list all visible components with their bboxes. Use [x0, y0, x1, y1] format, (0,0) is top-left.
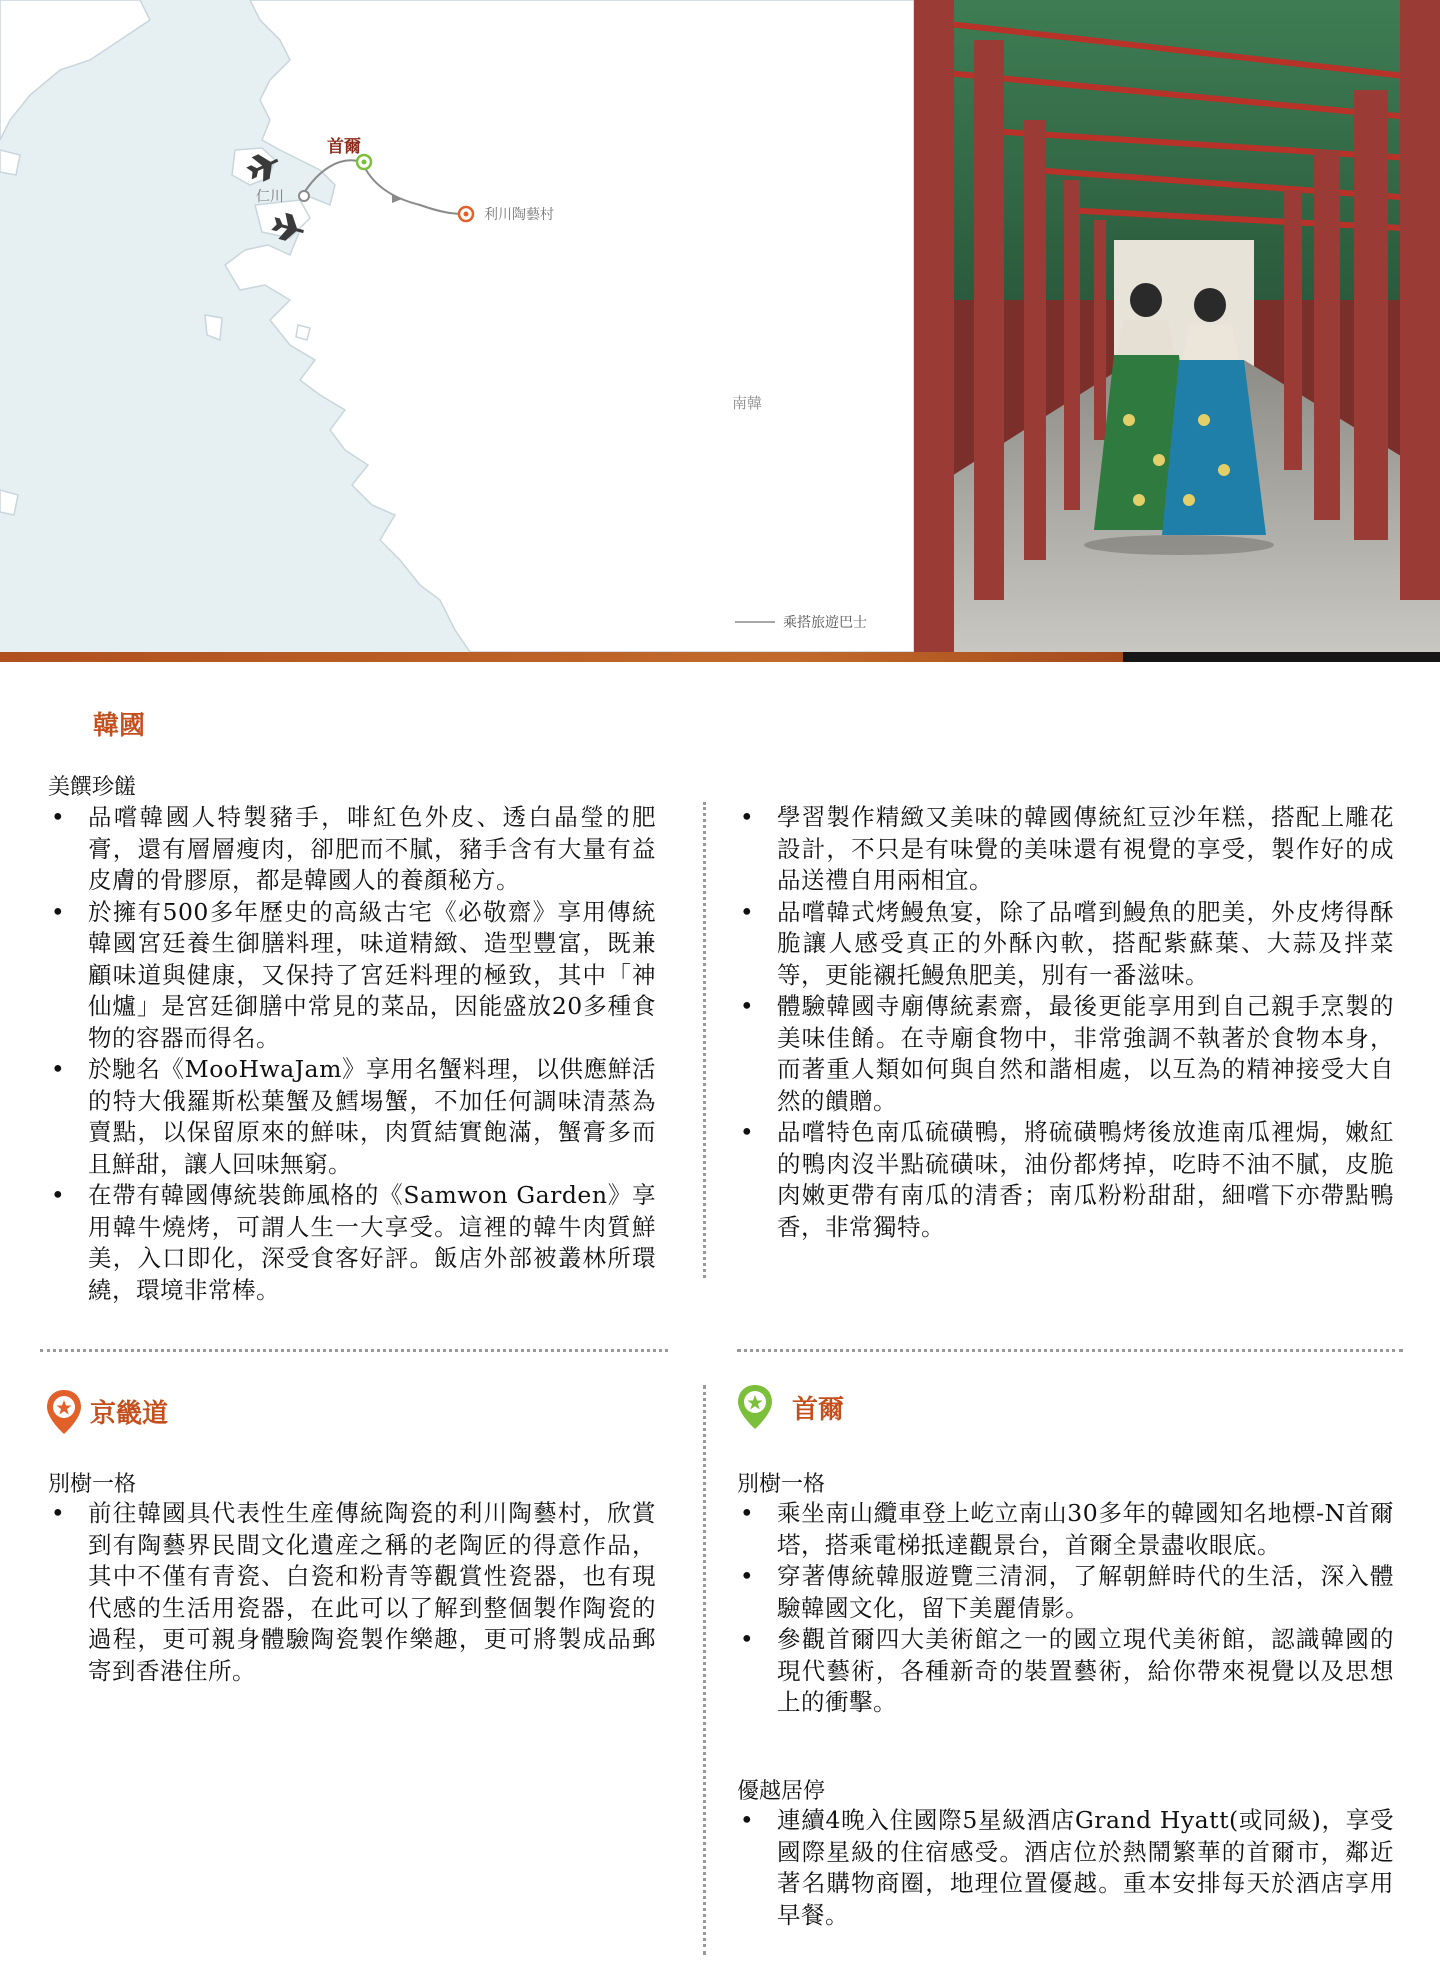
- bullet: •: [50, 1499, 66, 1527]
- icheon-pin-icon: [459, 207, 473, 221]
- korea-right-list: [737, 802, 1394, 1243]
- gyeonggi-list: [48, 1498, 656, 1687]
- section-title-korea: 韓國: [93, 711, 146, 741]
- column-divider: [703, 1385, 706, 1955]
- island-small-3: [0, 150, 20, 175]
- bullet: •: [739, 1806, 755, 1834]
- list-item: • 參觀首爾四大美術館之一的國立現代美術館，認識韓國的現代藝術，各種新奇的裝置藝術，給你帶來視覺以及思想上的衝擊。: [737, 1624, 1394, 1719]
- map-label-seoul: 首爾: [327, 137, 361, 157]
- bullet: •: [739, 897, 755, 926]
- map-label-icheon: 利川陶藝村: [484, 207, 554, 223]
- section-subtitle-stay: 優越居停: [737, 1779, 826, 1804]
- list-item: • 學習製作精緻又美味的韓國傳統紅豆沙年糕，搭配上雕花設計，不只是有味覺的美味還有視覺的享受，製作好的成品送禮自用兩相宜。: [737, 802, 1394, 897]
- korea-left-list: [48, 802, 656, 1306]
- section-divider: [737, 1349, 1403, 1352]
- peninsula-west: [0, 0, 150, 140]
- list-item: • 前往韓國具代表性生産傳統陶瓷的利川陶藝村，欣賞到有陶藝界民間文化遺産之稱的老陶匠的得意作品，其中不僅有青瓷、白瓷和粉青等觀賞性瓷器，也有現代感的生活用瓷器，在此可以了解到整個製作陶瓷的過程，更可親身體驗陶瓷製作樂趣，更可將製成品郵寄到香港住所。: [48, 1498, 656, 1687]
- list-item: • 於馳名《MooHwaJam》享用名蟹料理，以供應鮮活的特大俄羅斯松葉蟹及鱈埸蟹，不加任何調味清蒸為賣點，以保留原來的鮮味，肉質結實飽滿，蟹膏多而且鮮甜，讓人回味無窮。: [48, 1054, 656, 1180]
- map-label-incheon: 仁川: [256, 189, 284, 205]
- island-small-4: [0, 490, 18, 515]
- bullet: •: [50, 897, 66, 926]
- island-small-1: [205, 315, 222, 340]
- korea-landmass: [225, 0, 914, 652]
- bullet: •: [50, 803, 66, 831]
- list-item: • 品嚐韓式烤鰻魚宴，除了品嚐到鰻魚的肥美，外皮烤得酥脆讓人感受真正的外酥內軟，搭配紫蘇葉、大蒜及拌菜等，更能襯托鰻魚肥美，別有一番滋味。: [737, 897, 1394, 992]
- list-item: • 乘坐南山纜車登上屹立南山30多年的韓國知名地標-N首爾塔，搭乘電梯抵達觀景台，首爾全景盡收眼底。: [737, 1498, 1394, 1561]
- section-title-gyeonggi: 京畿道: [90, 1399, 169, 1429]
- map-legend-label: 乘搭旅遊巴士: [783, 615, 867, 631]
- bullet: •: [50, 1181, 66, 1209]
- bullet: •: [739, 1625, 755, 1653]
- bullet: •: [739, 803, 755, 831]
- list-item: • 品嚐韓國人特製豬手，啡紅色外皮、透白晶瑩的肥膏，還有層層瘦肉，卻肥而不膩，豬手含有大量有益皮膚的骨膠原，都是韓國人的養顏秘方。: [48, 802, 656, 897]
- bullet: •: [739, 992, 755, 1020]
- section-subtitle-korea: 美饌珍饈: [48, 775, 137, 800]
- location-pin-icon: [44, 1388, 84, 1436]
- list-item: • 體驗韓國寺廟傳統素齋，最後更能享用到自己親手烹製的美味佳餚。在寺廟食物中，非常強調不執著於食物本身，而著重人類如何與自然和諧相處，以互為的精神接受大自然的饋贈。: [737, 991, 1394, 1117]
- bullet: •: [739, 1499, 755, 1527]
- route-map: [0, 0, 914, 652]
- color-strip: [0, 652, 1440, 662]
- location-pin-icon: [735, 1383, 775, 1431]
- list-item: • 在帶有韓國傳統裝飾風格的《Samwon Garden》享用韓牛燒烤，可謂人生一大享受。這裡的韓牛肉質鮮美，入口即化，深受食客好評。飯店外部被叢林所環繞，環境非常棒。: [48, 1180, 656, 1306]
- list-item: • 於擁有500多年歷史的高級古宅《必敬齋》享用傳統韓國宮廷養生御膳料理，味道精緻、造型豐富，既兼顧味道與健康，又保持了宮廷料理的極致，其中「神仙爐」是宮廷御膳中常見的菜品，因能盛放20多種食物的容器而得名。: [48, 897, 656, 1055]
- incheon-marker: [299, 191, 309, 201]
- list-item: • 品嚐特色南瓜硫磺鴨，將硫磺鴨烤後放進南瓜裡焗，嫩紅的鴨肉沒半點硫磺味，油份都烤掉，吃時不油不膩，皮脆肉嫩更帶有南瓜的清香；南瓜粉粉甜甜，細嚐下亦帶點鴨香，非常獨特。: [737, 1117, 1394, 1243]
- map-graphic: [0, 0, 914, 652]
- list-item: • 連續4晚入住國際5星級酒店Grand Hyatt(或同級)，享受國際星級的住宿感受。酒店位於熱鬧繁華的首爾市，鄰近著名購物商圈，地理位置優越。重本安排每天於酒店享用早餐。: [737, 1805, 1394, 1931]
- island-small-2: [296, 325, 310, 340]
- bullet: •: [50, 1055, 66, 1083]
- hanbok-corridor-photo: [914, 0, 1440, 652]
- column-divider: [703, 802, 706, 1278]
- section-subtitle-seoul: 別樹一格: [737, 1472, 826, 1497]
- bullet: •: [739, 1562, 755, 1590]
- bullet: •: [739, 1118, 755, 1146]
- section-subtitle-gyeonggi: 別樹一格: [48, 1472, 137, 1497]
- section-divider: [40, 1349, 668, 1352]
- stay-list: [737, 1805, 1394, 1931]
- list-item: • 穿著傳統韓服遊覽三清洞，了解朝鮮時代的生活，深入體驗韓國文化，留下美麗倩影。: [737, 1561, 1394, 1624]
- section-title-seoul: 首爾: [792, 1395, 845, 1425]
- seoul-list: [737, 1498, 1394, 1719]
- seoul-pin-icon: [357, 155, 371, 169]
- map-label-south-korea: 南韓: [732, 394, 763, 412]
